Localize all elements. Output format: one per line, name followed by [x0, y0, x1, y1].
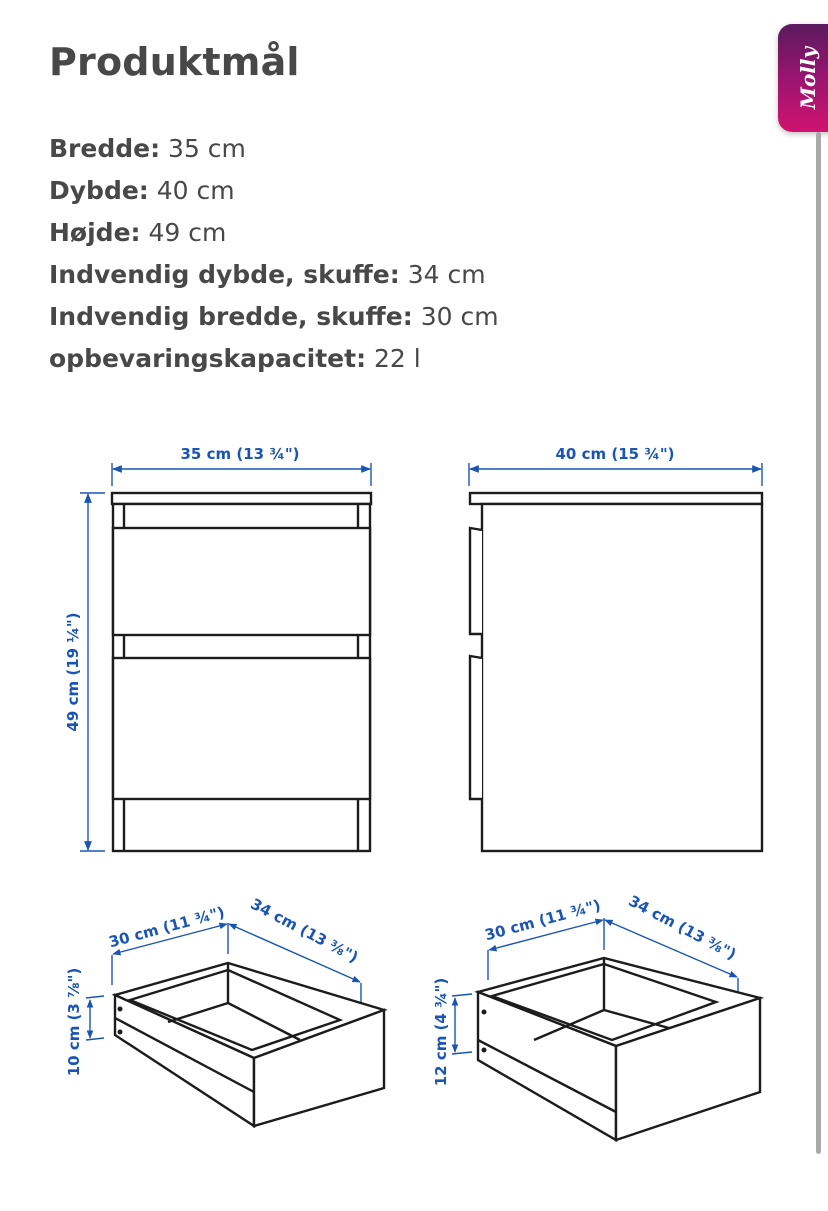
- spec-value: 30 cm: [412, 302, 499, 331]
- spec-value: 40 cm: [148, 176, 235, 205]
- spec-drawer-inner-depth: [49, 254, 499, 296]
- spec-height: [49, 212, 499, 254]
- molly-label: Molly: [796, 46, 821, 110]
- front-view-diagram: [50, 430, 390, 870]
- drawer-large-depth-label: 34 cm (13 ⅜"): [625, 891, 740, 964]
- spec-drawer-inner-width: [49, 296, 499, 338]
- spec-label: Højde:: [49, 218, 141, 247]
- spec-value: 22 l: [366, 344, 421, 373]
- dimensions-list: [49, 128, 499, 380]
- drawer-small-depth-label: 34 cm (13 ⅜"): [247, 894, 362, 967]
- page-title: Produktmål: [49, 40, 300, 84]
- scrollbar[interactable]: [816, 132, 821, 1154]
- drawer-small-height-label: 10 cm (3 ⅞"): [65, 967, 83, 1077]
- molly-chat-button[interactable]: [778, 24, 828, 132]
- drawer-large-width-label: 30 cm (11 ¾"): [482, 896, 603, 945]
- spec-width: [49, 128, 499, 170]
- spec-label: Dybde:: [49, 176, 149, 205]
- spec-depth: [49, 170, 499, 212]
- drawer-large-diagram: [420, 890, 790, 1160]
- spec-value: 34 cm: [399, 260, 486, 289]
- front-width-label: 35 cm (13 ¾"): [180, 445, 300, 463]
- side-view-diagram: [440, 430, 790, 870]
- spec-label: Indvendig bredde, skuffe:: [49, 302, 413, 331]
- drawer-large-height-label: 12 cm (4 ¾"): [432, 977, 450, 1087]
- front-height-label: 49 cm (19 ¼"): [64, 612, 82, 732]
- drawer-small-diagram: [50, 890, 400, 1160]
- spec-storage-capacity: [49, 338, 499, 380]
- spec-label: Bredde:: [49, 134, 161, 163]
- spec-value: 35 cm: [160, 134, 246, 163]
- side-depth-label: 40 cm (15 ¾"): [555, 445, 675, 463]
- spec-label: Indvendig dybde, skuffe:: [49, 260, 400, 289]
- spec-label: opbevaringskapacitet:: [49, 344, 367, 373]
- spec-value: 49 cm: [140, 218, 227, 247]
- drawer-small-width-label: 30 cm (11 ¾"): [106, 903, 227, 952]
